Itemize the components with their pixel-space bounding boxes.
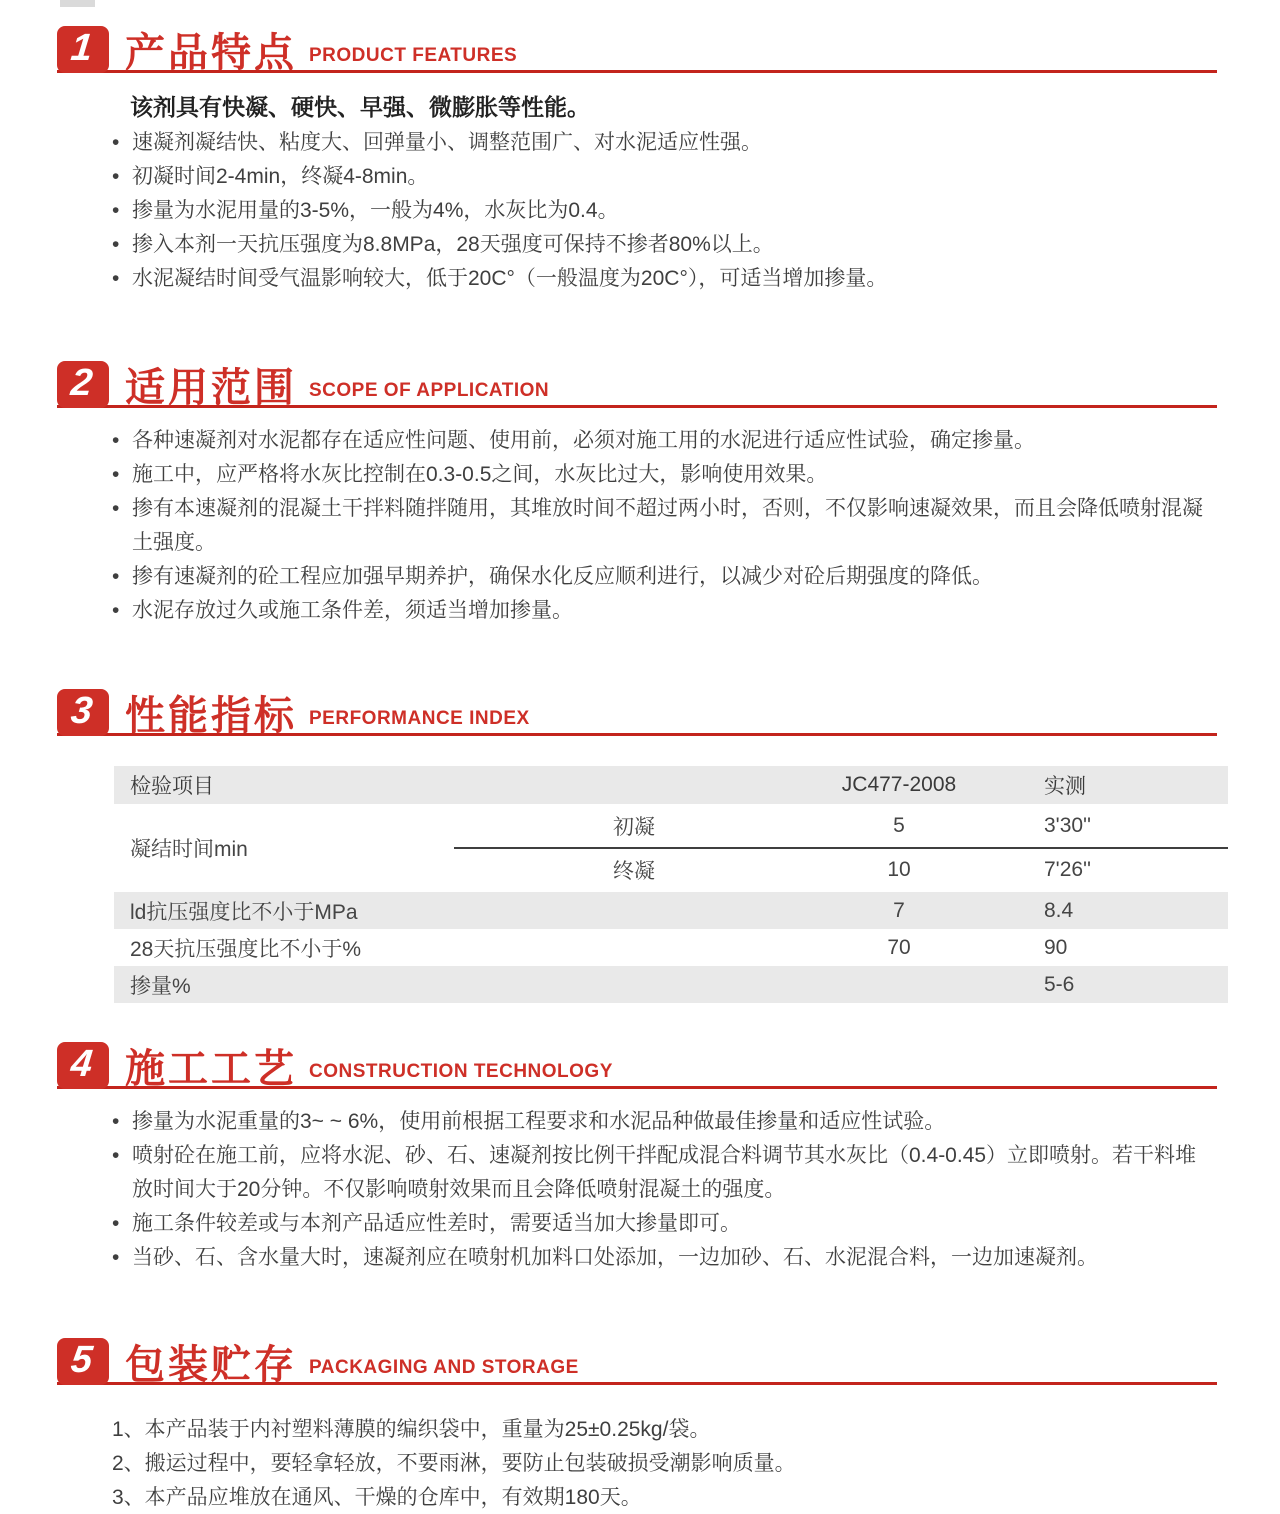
cell-measured: 90 xyxy=(1044,935,1068,959)
section-3-header xyxy=(57,683,1217,736)
list-item: 2、搬运过程中，要轻拿轻放，不要雨淋，要防止包装破损受潮影响质量。 xyxy=(112,1452,796,1475)
bullet-icon: • xyxy=(112,1110,120,1133)
bullet-icon: • xyxy=(112,565,120,588)
features-list xyxy=(57,126,1217,296)
section-title-zh: 适用范围 xyxy=(125,366,297,410)
section-title-en: PACKAGING AND STORAGE xyxy=(309,1357,579,1378)
section-4-header xyxy=(57,1036,1217,1089)
bullet-icon: • xyxy=(112,1144,120,1167)
table-row xyxy=(114,966,1228,1003)
cell-standard: 5 xyxy=(893,814,905,837)
table-row xyxy=(114,929,1228,966)
bullet-icon: • xyxy=(112,1246,120,1269)
list-item xyxy=(112,262,1217,296)
list-item-text: 掺量为水泥用量的3-5%，一般为4%，水灰比为0.4。 xyxy=(132,199,619,222)
cell-standard: 7 xyxy=(893,898,905,922)
list-item: 1、本产品装于内衬塑料薄膜的编织袋中，重量为25±0.25kg/袋。 xyxy=(112,1418,711,1441)
list-item xyxy=(112,160,1217,194)
section-product-features xyxy=(57,20,1217,296)
bullet-icon: • xyxy=(112,429,120,452)
section-number: 5 xyxy=(69,1339,95,1381)
list-item-text: 施工条件较差或与本剂产品适应性差时，需要适当加大掺量即可。 xyxy=(132,1212,741,1235)
column-header-item: 检验项目 xyxy=(130,775,214,798)
column-header-standard: JC477-2008 xyxy=(841,773,957,796)
section-construction-technology xyxy=(57,1036,1217,1275)
list-item xyxy=(112,492,1217,560)
section-title-zh: 包装贮存 xyxy=(125,1343,297,1387)
table-divider-line xyxy=(454,847,1228,849)
list-item-text: 初凝时间2-4min，终凝4-8min。 xyxy=(132,165,429,188)
list-item: 3、本产品应堆放在通风、干燥的仓库中，有效期180天。 xyxy=(112,1486,642,1509)
table-row-setting-time xyxy=(114,804,1228,892)
list-item xyxy=(112,194,1217,228)
bullet-icon: • xyxy=(112,463,120,486)
construction-list xyxy=(57,1105,1217,1275)
section-5-header xyxy=(57,1332,1217,1385)
packaging-list xyxy=(57,1413,1217,1514)
bullet-icon: • xyxy=(112,1212,120,1235)
list-item xyxy=(112,126,1217,160)
section-number-badge xyxy=(57,361,109,408)
features-intro: 该剂具有快凝、硬快、早强、微膨胀等性能。 xyxy=(130,94,590,120)
section-title-en: PERFORMANCE INDEX xyxy=(309,708,530,729)
cell-measured: 7'26'' xyxy=(1044,858,1092,881)
list-item xyxy=(112,424,1217,458)
bullet-icon: • xyxy=(112,165,120,188)
bullet-icon: • xyxy=(112,599,120,622)
bullet-icon: • xyxy=(112,497,120,520)
section-1-header xyxy=(57,20,1217,73)
column-header-measured: 实测 xyxy=(1044,775,1086,798)
list-item xyxy=(112,458,1217,492)
bullet-icon: • xyxy=(112,199,120,222)
list-item-text: 掺量为水泥重量的3~ ~ 6%，使用前根据工程要求和水泥品种做最佳掺量和适应性试验。 xyxy=(132,1110,946,1133)
list-item-text: 掺有速凝剂的砼工程应加强早期养护，确保水化反应顺利进行，以减少对砼后期强度的降低。 xyxy=(132,565,993,588)
row-item-label: 掺量% xyxy=(130,974,191,998)
list-item xyxy=(112,1105,1217,1139)
section-title-en: SCOPE OF APPLICATION xyxy=(309,380,550,401)
list-item-text: 当砂、石、含水量大时，速凝剂应在喷射机加料口处添加，一边加砂、石、水泥混合料，一边加速凝剂。 xyxy=(132,1246,1098,1269)
section-2-header xyxy=(57,355,1217,408)
list-item xyxy=(112,1139,1217,1207)
section-title-en: PRODUCT FEATURES xyxy=(309,45,518,66)
subrow-label: 初凝 xyxy=(613,816,655,839)
list-item xyxy=(112,228,1217,262)
list-item xyxy=(112,1207,1217,1241)
section-performance-index xyxy=(57,683,1217,1003)
list-item-text: 喷射砼在施工前，应将水泥、砂、石、速凝剂按比例干拌配成混合料调节其水灰比（0.4-0.45）立即喷射。若干料堆放时间大于20分钟。不仅影响喷射效果而且会降低喷射混凝土的强度。 xyxy=(132,1144,1197,1201)
cell-measured: 5-6 xyxy=(1044,972,1075,996)
section-number-badge xyxy=(57,1042,109,1089)
section-title-en: CONSTRUCTION TECHNOLOGY xyxy=(309,1061,613,1082)
section-number: 2 xyxy=(69,362,95,404)
list-item xyxy=(112,560,1217,594)
section-number-badge xyxy=(57,1338,109,1385)
list-item xyxy=(112,1241,1217,1275)
list-item-text: 各种速凝剂对水泥都存在适应性问题、使用前，必须对施工用的水泥进行适应性试验，确定掺量。 xyxy=(132,429,1035,452)
performance-table xyxy=(114,766,1228,1003)
cell-standard: 10 xyxy=(887,858,911,881)
section-number: 1 xyxy=(69,27,95,69)
scope-list xyxy=(57,424,1217,628)
list-item xyxy=(112,594,1217,628)
section-title-zh: 产品特点 xyxy=(125,31,297,75)
list-item-text: 施工中，应严格将水灰比控制在0.3-0.5之间，水灰比过大，影响使用效果。 xyxy=(132,463,828,486)
row-item-label: ld抗压强度比不小于MPa xyxy=(130,900,358,924)
list-item-text: 水泥凝结时间受气温影响较大，低于20C°（一般温度为20C°），可适当增加掺量。 xyxy=(132,267,888,290)
subrow-label: 终凝 xyxy=(613,860,655,883)
section-number-badge xyxy=(57,26,109,73)
section-number-badge xyxy=(57,689,109,736)
section-scope-of-application xyxy=(57,355,1217,628)
list-item-text: 水泥存放过久或施工条件差，须适当增加掺量。 xyxy=(132,599,573,622)
bullet-icon: • xyxy=(112,131,120,154)
cell-measured: 3'30'' xyxy=(1044,814,1092,837)
section-number: 3 xyxy=(69,690,95,732)
table-subrow-initial-set xyxy=(514,804,1228,848)
table-row xyxy=(114,892,1228,929)
cell-measured: 8.4 xyxy=(1044,898,1074,922)
bullet-icon: • xyxy=(112,267,120,290)
scan-artifact xyxy=(60,0,95,7)
bullet-icon: • xyxy=(112,233,120,256)
list-item-text: 速凝剂凝结快、粘度大、回弹量小、调整范围广、对水泥适应性强。 xyxy=(132,131,762,154)
section-title-zh: 施工工艺 xyxy=(125,1047,297,1091)
row-item-label: 凝结时间min xyxy=(130,838,248,861)
table-subrow-final-set xyxy=(514,848,1228,892)
list-item-text: 掺有本速凝剂的混凝土干拌料随拌随用，其堆放时间不超过两小时，否则，不仅影响速凝效果，而且会降低喷射混凝土强度。 xyxy=(132,497,1203,554)
cell-standard: 70 xyxy=(887,935,911,959)
list-item-text: 掺入本剂一天抗压强度为8.8MPa，28天强度可保持不掺者80%以上。 xyxy=(132,233,774,256)
section-packaging-storage xyxy=(57,1332,1217,1514)
section-number: 4 xyxy=(69,1043,95,1085)
row-item-label: 28天抗压强度比不小于% xyxy=(130,937,362,961)
section-title-zh: 性能指标 xyxy=(125,694,297,738)
table-header-row xyxy=(114,766,1228,804)
